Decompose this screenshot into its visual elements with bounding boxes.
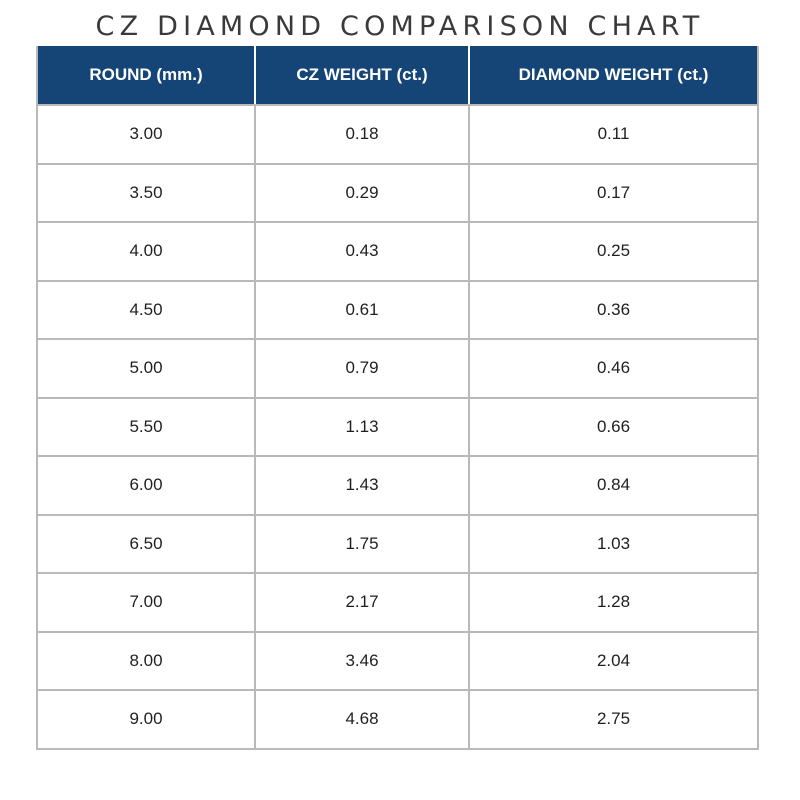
cell-diamond-weight: 1.03 <box>469 515 758 574</box>
cell-diamond-weight: 0.84 <box>469 456 758 515</box>
cell-round-mm: 4.00 <box>37 222 255 281</box>
chart-title: CZ DIAMOND COMPARISON CHART <box>95 11 705 42</box>
cell-round-mm: 8.00 <box>37 632 255 691</box>
comparison-table <box>36 46 759 750</box>
table-row <box>37 573 758 632</box>
cell-round-mm: 3.50 <box>37 164 255 223</box>
cell-round-mm: 6.00 <box>37 456 255 515</box>
cell-diamond-weight: 0.66 <box>469 398 758 457</box>
table-row <box>37 105 758 164</box>
table-row <box>37 456 758 515</box>
table-row <box>37 164 758 223</box>
cell-diamond-weight: 0.17 <box>469 164 758 223</box>
table-row <box>37 281 758 340</box>
cell-diamond-weight: 0.36 <box>469 281 758 340</box>
cell-diamond-weight: 2.04 <box>469 632 758 691</box>
cell-cz-weight: 4.68 <box>255 690 469 749</box>
cell-cz-weight: 0.43 <box>255 222 469 281</box>
cell-diamond-weight: 0.11 <box>469 105 758 164</box>
cell-round-mm: 5.50 <box>37 398 255 457</box>
table-row <box>37 690 758 749</box>
table-row <box>37 398 758 457</box>
cell-diamond-weight: 2.75 <box>469 690 758 749</box>
column-header-cz-weight: CZ WEIGHT (ct.) <box>255 46 469 105</box>
cell-cz-weight: 0.79 <box>255 339 469 398</box>
table-row <box>37 222 758 281</box>
column-header-round: ROUND (mm.) <box>37 46 255 105</box>
cell-round-mm: 9.00 <box>37 690 255 749</box>
table-body <box>37 105 758 749</box>
cell-cz-weight: 0.18 <box>255 105 469 164</box>
cell-round-mm: 7.00 <box>37 573 255 632</box>
column-header-diamond-weight: DIAMOND WEIGHT (ct.) <box>469 46 758 105</box>
table-row <box>37 515 758 574</box>
cell-diamond-weight: 1.28 <box>469 573 758 632</box>
cell-cz-weight: 1.43 <box>255 456 469 515</box>
cell-cz-weight: 0.61 <box>255 281 469 340</box>
cell-round-mm: 3.00 <box>37 105 255 164</box>
table-row <box>37 632 758 691</box>
table-row <box>37 339 758 398</box>
header-row <box>37 46 758 105</box>
cell-round-mm: 5.00 <box>37 339 255 398</box>
cell-round-mm: 6.50 <box>37 515 255 574</box>
cell-diamond-weight: 0.25 <box>469 222 758 281</box>
cell-cz-weight: 2.17 <box>255 573 469 632</box>
cell-cz-weight: 1.13 <box>255 398 469 457</box>
cell-round-mm: 4.50 <box>37 281 255 340</box>
cell-cz-weight: 0.29 <box>255 164 469 223</box>
cell-cz-weight: 3.46 <box>255 632 469 691</box>
cell-diamond-weight: 0.46 <box>469 339 758 398</box>
cell-cz-weight: 1.75 <box>255 515 469 574</box>
